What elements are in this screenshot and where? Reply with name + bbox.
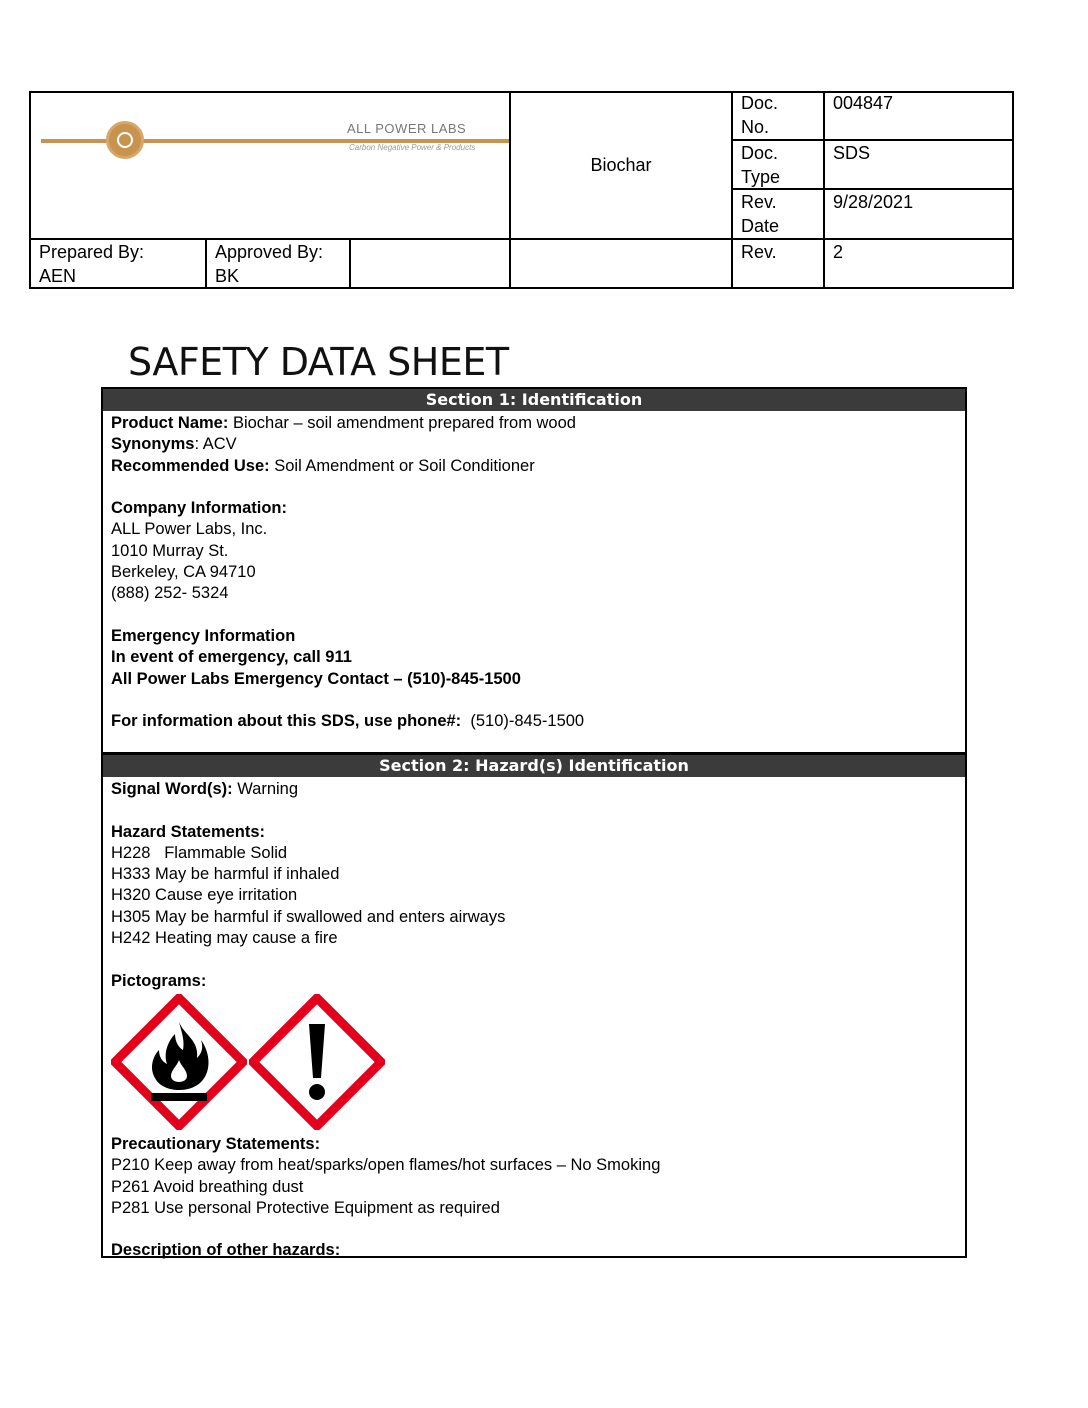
doc-type-value: SDS bbox=[833, 143, 871, 163]
field-value: Soil Amendment or Soil Conditioner bbox=[274, 456, 535, 475]
rev-date-value: 9/28/2021 bbox=[833, 192, 914, 212]
field-label: For information about this SDS, use phone#: bbox=[111, 712, 462, 731]
field-label: Product Name: bbox=[111, 414, 229, 432]
field-value: (510)-845-1500 bbox=[470, 712, 585, 731]
company-line: Berkeley, CA 94710 bbox=[111, 563, 256, 582]
prepared-by-label: Prepared By: bbox=[39, 242, 145, 262]
hazard-statement: H305 May be harmful if swallowed and enters airways bbox=[111, 907, 506, 926]
hazard-statement: H242 Heating may cause a fire bbox=[111, 929, 338, 948]
emergency-line: In event of emergency, call 911 bbox=[111, 648, 352, 667]
company-line: ALL Power Labs, Inc. bbox=[111, 520, 268, 539]
hazard-statement: H333 May be harmful if inhaled bbox=[111, 865, 340, 884]
approved-by-cell bbox=[207, 240, 349, 288]
precautionary-statement: P281 Use personal Protective Equipment as required bbox=[111, 1198, 500, 1217]
doc-type-label: Doc. Type bbox=[741, 143, 781, 187]
rev-label: Rev. bbox=[741, 242, 777, 262]
hazard-statement: H320 Cause eye irritation bbox=[111, 886, 298, 905]
section-hazard-identification bbox=[101, 753, 967, 1258]
recommended-use-line bbox=[111, 456, 957, 477]
field-label: Synonyms bbox=[111, 435, 195, 454]
precautionary-statement: P261 Avoid breathing dust bbox=[111, 1177, 304, 1196]
field-value: : ACV bbox=[194, 435, 237, 454]
synonyms-line bbox=[111, 434, 957, 455]
company-info-label: Company Information: bbox=[111, 499, 287, 518]
rev-value: 2 bbox=[833, 242, 844, 262]
emergency-line: All Power Labs Emergency Contact – (510)-845-1500 bbox=[111, 669, 521, 688]
product-name-cell: Biochar bbox=[590, 155, 652, 175]
section-heading: Section 1: Identification bbox=[103, 389, 965, 411]
flame-pictogram-icon bbox=[111, 994, 247, 1130]
other-hazards-label: Description of other hazards: bbox=[111, 1241, 341, 1260]
exclamation-pictogram-icon bbox=[249, 994, 385, 1130]
sds-info-line bbox=[111, 711, 957, 732]
field-value: Biochar – soil amendment prepared from wood bbox=[232, 414, 576, 432]
precautionary-statements-label: Precautionary Statements: bbox=[111, 1134, 321, 1153]
pictogram-row bbox=[111, 994, 957, 1134]
divider bbox=[509, 91, 511, 289]
logo-tagline: Carbon Negative Power & Products bbox=[349, 143, 476, 152]
signal-word-line bbox=[111, 779, 957, 800]
document-header-table bbox=[29, 91, 1014, 289]
company-line: (888) 252- 5324 bbox=[111, 584, 229, 603]
pictograms-label: Pictograms: bbox=[111, 971, 207, 990]
field-label: Signal Word(s): bbox=[111, 780, 233, 798]
emergency-info-label: Emergency Information bbox=[111, 626, 296, 645]
section-identification bbox=[101, 387, 967, 754]
field-label: Recommended Use: bbox=[111, 456, 270, 475]
section-heading: Section 2: Hazard(s) Identification bbox=[103, 755, 965, 777]
hazard-statement: H228 Flammable Solid bbox=[111, 843, 288, 862]
logo-brand-name: ALL POWER LABS bbox=[347, 121, 467, 136]
hazard-statements-label: Hazard Statements: bbox=[111, 822, 266, 841]
logo-mark-icon bbox=[106, 121, 144, 159]
field-value: Warning bbox=[237, 780, 299, 798]
rev-date-label: Rev. Date bbox=[741, 192, 780, 236]
approved-by-value: BK bbox=[215, 266, 240, 286]
precautionary-statement: P210 Keep away from heat/sparks/open flames/hot surfaces – No Smoking bbox=[111, 1156, 661, 1175]
doc-no-value: 004847 bbox=[833, 93, 894, 113]
doc-no-label: Doc. No. bbox=[741, 93, 779, 137]
approved-by-label: Approved By: bbox=[215, 242, 324, 262]
prepared-by-value: AEN bbox=[39, 266, 77, 286]
prepared-by-cell bbox=[31, 240, 205, 288]
product-name-line bbox=[111, 413, 957, 434]
company-line: 1010 Murray St. bbox=[111, 541, 229, 560]
page-title: SAFETY DATA SHEET bbox=[128, 340, 509, 384]
divider bbox=[349, 239, 351, 289]
